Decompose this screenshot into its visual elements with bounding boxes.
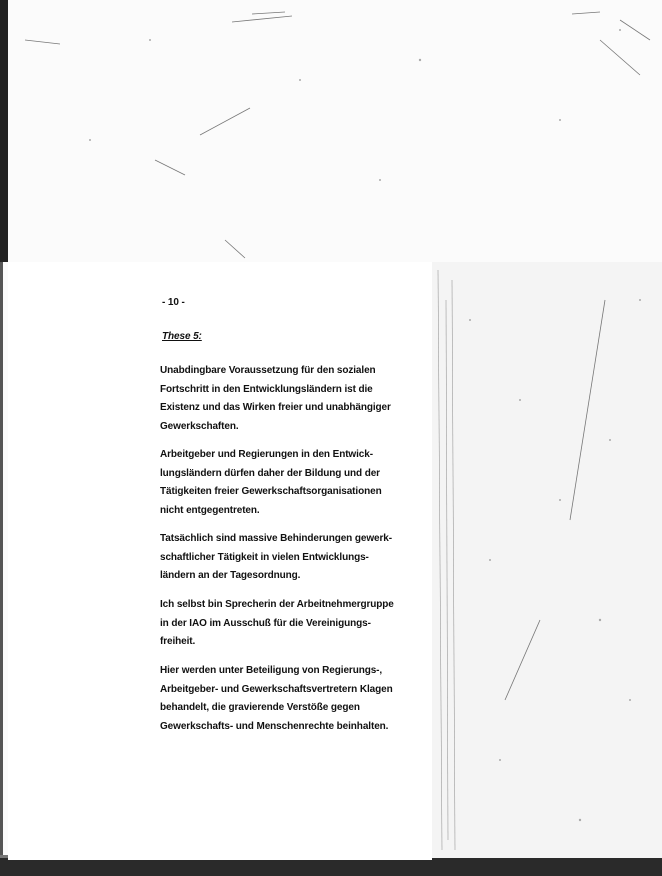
paragraph-line: Hier werden unter Beteiligung von Regierungs-, bbox=[160, 665, 383, 676]
paragraph-line: freiheit. bbox=[160, 636, 196, 648]
paragraph-line: lungsländern dürfen daher der Bildung und der bbox=[160, 467, 380, 479]
paragraph-5 bbox=[160, 662, 393, 736]
paragraph-3 bbox=[160, 530, 392, 586]
paragraph-line: Arbeitgeber und Regierungen in den Entwick- bbox=[160, 449, 373, 460]
paragraph-line: in der IAO im Ausschuß für die Vereinigungs- bbox=[160, 617, 371, 629]
paragraph-line: Gewerkschaften. bbox=[160, 420, 239, 432]
paragraph-line: Existenz und das Wirken freier und unabhängiger bbox=[160, 402, 391, 414]
paragraph-4 bbox=[160, 596, 394, 652]
paragraph-line: nicht entgegentreten. bbox=[160, 504, 260, 516]
paragraph-line: Tätigkeiten freier Gewerkschaftsorganisationen bbox=[160, 486, 382, 498]
paragraph-line: Arbeitgeber- und Gewerkschaftsvertretern Klagen bbox=[160, 683, 393, 695]
paragraph-line: ländern an der Tagesordnung. bbox=[160, 570, 301, 582]
paragraph-line: Fortschritt in den Entwicklungsländern ist die bbox=[160, 383, 373, 395]
paragraph-line: Gewerkschafts- und Menschenrechte beinhalten. bbox=[160, 720, 389, 732]
paragraph-1 bbox=[160, 362, 391, 436]
page-number: - 10 - bbox=[162, 297, 185, 308]
paragraph-line: Unabdingbare Voraussetzung für den sozialen bbox=[160, 365, 376, 376]
paragraph-line: Ich selbst bin Sprecherin der Arbeitnehmergruppe bbox=[160, 599, 394, 610]
paragraph-2 bbox=[160, 446, 382, 520]
paragraph-line: behandelt, die gravierende Verstöße gegen bbox=[160, 702, 360, 714]
thesis-heading: These 5: bbox=[162, 331, 202, 342]
paragraph-line: schaftlicher Tätigkeit in vielen Entwicklungs- bbox=[160, 551, 369, 563]
paragraph-line: Tatsächlich sind massive Behinderungen gewerk- bbox=[160, 533, 392, 544]
